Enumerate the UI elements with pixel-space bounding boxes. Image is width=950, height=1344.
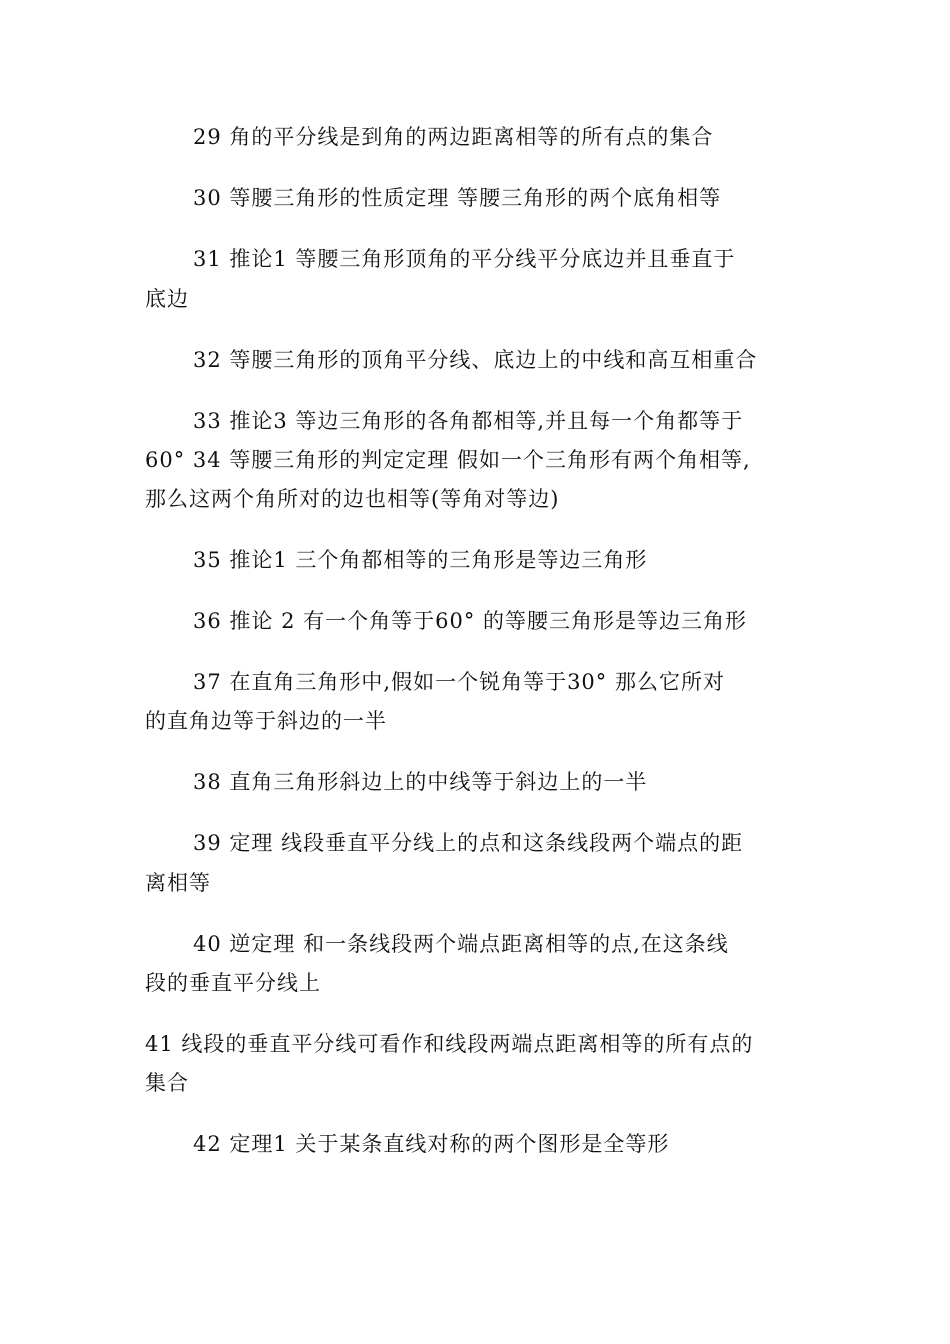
text-line-30: 30 等腰三角形的性质定理 等腰三角形的两个底角相等	[193, 186, 722, 210]
text-line-39-cont: 离相等	[145, 871, 211, 895]
text-line-31: 31 推论1 等腰三角形顶角的平分线平分底边并且垂直于	[193, 247, 736, 271]
text-line-40-cont: 段的垂直平分线上	[145, 971, 321, 995]
text-line-37-cont: 的直角边等于斜边的一半	[145, 709, 387, 733]
text-line-39: 39 定理 线段垂直平分线上的点和这条线段两个端点的距	[193, 831, 744, 855]
text-line-31-cont: 底边	[145, 287, 189, 311]
text-line-29: 29 角的平分线是到角的两边距离相等的所有点的集合	[193, 125, 714, 149]
text-line-34: 60° 34 等腰三角形的判定定理 假如一个三角形有两个角相等,	[145, 448, 751, 472]
text-line-41: 41 线段的垂直平分线可看作和线段两端点距离相等的所有点的	[145, 1032, 754, 1056]
text-line-35: 35 推论1 三个角都相等的三角形是等边三角形	[193, 548, 648, 572]
text-line-38: 38 直角三角形斜边上的中线等于斜边上的一半	[193, 770, 648, 794]
text-line-34-cont: 那么这两个角所对的边也相等(等角对等边)	[145, 487, 560, 511]
text-line-37: 37 在直角三角形中,假如一个锐角等于30° 那么它所对	[193, 670, 725, 694]
text-line-36: 36 推论 2 有一个角等于60° 的等腰三角形是等边三角形	[193, 609, 748, 633]
text-line-40: 40 逆定理 和一条线段两个端点距离相等的点,在这条线	[193, 932, 729, 956]
text-line-33: 33 推论3 等边三角形的各角都相等,并且每一个角都等于	[193, 409, 744, 433]
text-line-32: 32 等腰三角形的顶角平分线、底边上的中线和高互相重合	[193, 348, 758, 372]
text-line-42: 42 定理1 关于某条直线对称的两个图形是全等形	[193, 1132, 670, 1156]
text-line-41-cont: 集合	[145, 1071, 189, 1095]
